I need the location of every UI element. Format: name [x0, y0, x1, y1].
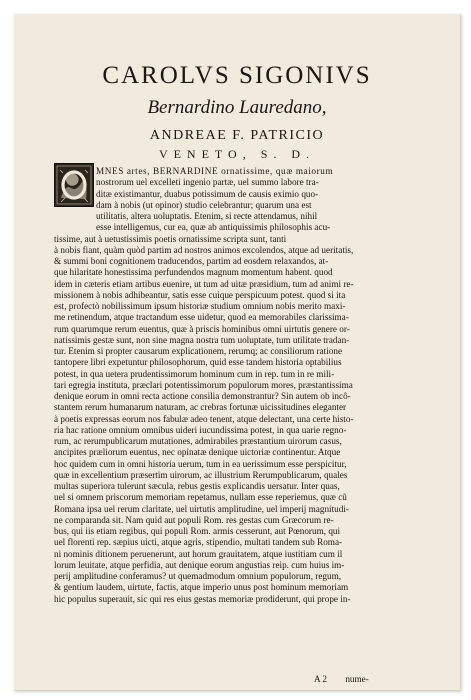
text-line: potest, in qua uetera prudentissimorum hominum cum in rep. tum in re mili- — [54, 368, 335, 379]
text-line: bus, qui iis etiam regibus, qui populi Rom. armis cesserunt, aut Pœnorum, qui — [54, 526, 341, 536]
text-line: Romana ipsa uel rerum claritate, uel uirtutis amplitudine, uel imperij magnitudi- — [54, 503, 349, 514]
text-line: quæ in excellentium præsertim uirorum, ac illustrium Rerumpublicarum, quales — [54, 469, 348, 480]
text-line: utilitatis, altera uoluptatis. Etenim, si recte attendamus, nihil — [96, 211, 318, 221]
signature-mark: A 2 — [314, 674, 328, 684]
book-page — [14, 14, 461, 691]
text-line: à nobis fiant, quàm quòd partim ad nostros animos excolendos, atque ad ueritatis, — [54, 244, 354, 255]
text-line: uel florenti rep. sæpius uicti, atque agris, stipendio, multati tandem sub Roma- — [54, 537, 343, 548]
text-line: MNES artes, BERNARDINE ornatissime, quæ maiorum — [96, 166, 334, 176]
text-line: ditæ existimantur, duabus potissimum de causis eximio quo- — [96, 188, 319, 199]
text-line: uel si omnem priscorum memoriam repetamus, nullam esse reperiemus, quæ cũ — [54, 492, 347, 503]
text-line: tantopere libri expetuntur philosophorum, quid esse tandem historia optabilius — [54, 357, 342, 368]
text-line: ne comparanda sit. Nam quid aut populi Rom. res gestas cum Græcorum re- — [54, 514, 334, 525]
text-line: dam à nobis (ut opinor) studio celebrantur; quarum una est — [96, 199, 312, 210]
text-line: à poetis expressas eorum nos fabulæ adeo tenent, atque delectant, una certe histo- — [54, 413, 354, 424]
catchword: nume- — [345, 674, 369, 684]
salutation-heading: VENETO, S. D. — [158, 147, 316, 161]
text-line: ni nominis ditionem peruenerunt, aut horum grauitatem, atque iustitiam cum il — [54, 548, 343, 559]
text-line: multas superiora tulerunt sæcula, rebus gestis explicandis uersatur. Inter quas, — [54, 481, 340, 491]
text-line: denique eorum in omni recta actione consilia demonstrantur? Sin autem ob incô- — [54, 391, 351, 401]
text-line: esse intelligemus, cur ea, quæ ab antiquissimis philosophis acu- — [96, 222, 331, 233]
patronymic-heading: ANDREAE F. PATRICIO — [149, 128, 325, 143]
text-line: tissime, aut à uetustissimis poetis ornatissime scripta sunt, tanti — [54, 233, 287, 244]
text-line: hic populus superauit, sic qui res eius gestas memoriæ prodiderunt, qui prope in- — [54, 593, 351, 604]
dedicatee-heading: Bernardino Lauredano, — [147, 97, 327, 118]
text-line: tari egregia instituta, præclari potentissimorum populorum mores, præstantissima — [54, 379, 353, 390]
text-line: hoc quidem cum in omni historia uerum, tum in ea uerissimum esse perspicitur, — [54, 458, 347, 469]
text-line: ria hac ratione omnium omnibus uideri iucundissima potest, in qua uarie regno- — [54, 424, 347, 435]
text-line: rum quarumque rerum euentus, quæ à priscis hominibus omni uirtutis genere or- — [54, 323, 350, 334]
text-line: nostrorum uel excelleti ingenio partæ, uel summo labore tra- — [96, 177, 319, 188]
page-footer — [314, 674, 385, 684]
dedication-body — [54, 166, 426, 605]
text-line: perij amplitudine conferamus? ut quemadmodum omnium populorum, regum, — [54, 571, 342, 581]
text-line: me retinendum, atque tractandum esse uidetur, quod ea memorabiles clarissima- — [54, 312, 349, 323]
author-heading: CAROLVS SIGONIVS — [102, 62, 372, 89]
text-line: & summi boni cognitionem traducendos, partim ad eosdem relaxandos, at- — [54, 256, 329, 266]
text-line: idem in cæteris etiam artibus euenire, ut tum ad uitæ præsidium, tum ad animi re- — [54, 278, 354, 289]
text-line: natissimis gestæ sunt, non sine magna nostra tum uoluptate, tum utilitate tradan- — [54, 334, 350, 345]
text-line: missionem à nobis adhibeantur, satis esse cuique perspicuum potest. quod si ita — [54, 289, 346, 300]
text-line: tur. Etenim si propter causarum explicationem, rerumq; ac consiliorum ratione — [54, 346, 343, 356]
text-line: que hilaritate honestissima perfundendos magnum momentum habent. quod — [54, 267, 333, 278]
text-line: rum, ac rerumpublicarum mutationes, admirabiles præstantium uirorum casus, — [54, 436, 342, 446]
text-line: stantem rerum humanarum naturam, ac crebras fortunæ uicissitudines eleganter — [54, 402, 347, 413]
text-line: & gentium laudem, uirtute, factis, atque imperio unus post hominum memoriam — [54, 582, 349, 593]
text-line: ancipites præliorum euentus, nec opinatæ denique uictoriæ continentur. Atque — [54, 447, 341, 458]
text-line: est, profectò nobilissimum ipsum historiæ studium omnium nobis merito maxi- — [54, 301, 346, 311]
text-line: lorum leuitate, atque perfidia, aut denique eorum angustias reip. cum huius im- — [54, 559, 345, 570]
